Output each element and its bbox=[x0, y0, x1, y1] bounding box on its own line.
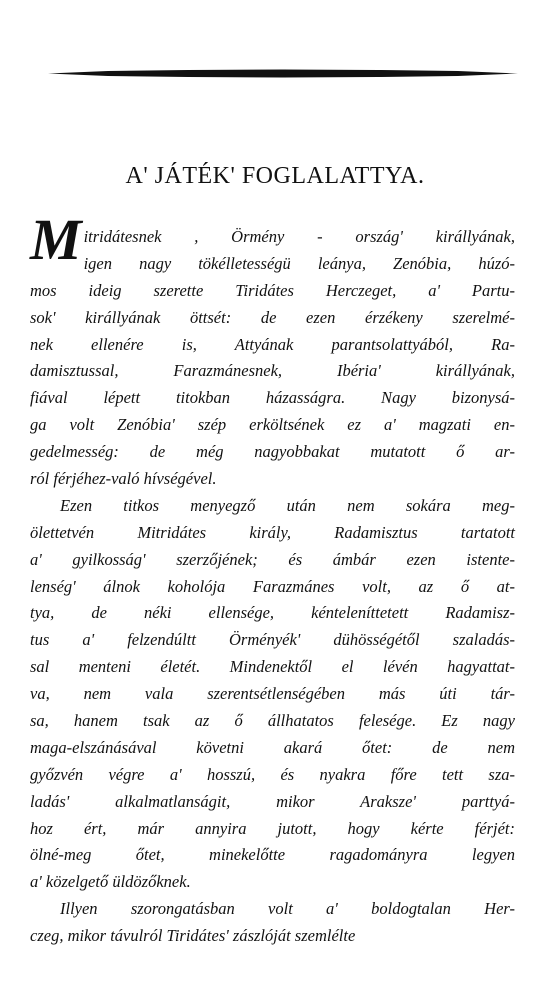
text-line: damisztussal, Farazmánesnek, Ibéria' királlyának, bbox=[30, 361, 515, 381]
text-line: ölné-meg őtet, minekelőtte ragadományra legyen bbox=[30, 845, 515, 865]
text-line: hoz ért, már annyira jutott, hogy kérte férjét: bbox=[30, 818, 515, 838]
text-line: fiával lépett titokban házasságra. Nagy bizonysá- bbox=[30, 388, 515, 408]
text-line: sal menteni életét. Mindenektől el lévén hagyattat- bbox=[30, 657, 515, 677]
text-line: va, nem vala szerentsétlenségében más úti tár- bbox=[30, 684, 515, 704]
text-line: ról férjéhez-való hívségével. bbox=[30, 469, 217, 489]
text-line: sa, hanem tsak az ő állhatatos felesége. Ez nagy bbox=[30, 711, 515, 731]
text-line: ga volt Zenóbia' szép erköltsének ez a' magzati en- bbox=[30, 415, 515, 435]
decorative-rule bbox=[48, 68, 518, 79]
page-heading: A' JÁTÉK' FOGLALATTYA. bbox=[125, 163, 425, 189]
drop-cap-letter: M bbox=[30, 207, 82, 272]
text-line: sok' királlyának öttsét: de ezen érzékeny szerelmé- bbox=[30, 307, 515, 327]
text-line: lenség' álnok koholója Farazmánes volt, az ő at- bbox=[30, 576, 515, 596]
text-line: Ezen titkos menyegző után nem sokára meg- bbox=[60, 495, 515, 515]
text-line: mos ideig szerette Tiridátes Herczeget, a' Partu- bbox=[30, 280, 515, 300]
text-line: győzvén végre a' hosszú, és nyakra főre tett sza- bbox=[30, 764, 515, 784]
text-line: tya, de néki ellensége, kénteleníttetett Radamisz- bbox=[30, 603, 515, 623]
text-line: itridátesnek , Örmény - ország' királlyának, bbox=[83, 227, 515, 246]
text-line: gedelmesség: de még nagyobbakat mutatott ő ar- bbox=[30, 442, 515, 462]
text-line: igen nagy tökélletességü leánya, Zenóbia, húzó- bbox=[83, 253, 515, 273]
text-line: czeg, mikor távulról Tiridátes' zászlóját szemlélte bbox=[30, 926, 356, 946]
text-line: a' gyilkosság' szerzőjének; és ámbár ezen istente- bbox=[30, 549, 515, 569]
text-line: ölettetvén Mitridátes király, Radamisztus tartatott bbox=[30, 522, 515, 542]
text-line: maga-elszánásával követni akará őtet: de nem bbox=[30, 737, 515, 757]
drop-cap bbox=[30, 207, 82, 272]
text-line: ladás' alkalmatlanságit, mikor Araksze' parttyá- bbox=[30, 791, 515, 811]
text-line: Illyen szorongatásban volt a' boldogtalan Her- bbox=[60, 899, 515, 919]
body-text bbox=[30, 207, 515, 950]
text-line: tus a' felzendúltt Örményék' dühösségétől szaladás- bbox=[30, 630, 515, 650]
text-line: a' közelgető üldözőknek. bbox=[30, 872, 191, 892]
text-line: nek ellenére is, Attyának parantsolattyából, Ra- bbox=[30, 334, 515, 354]
